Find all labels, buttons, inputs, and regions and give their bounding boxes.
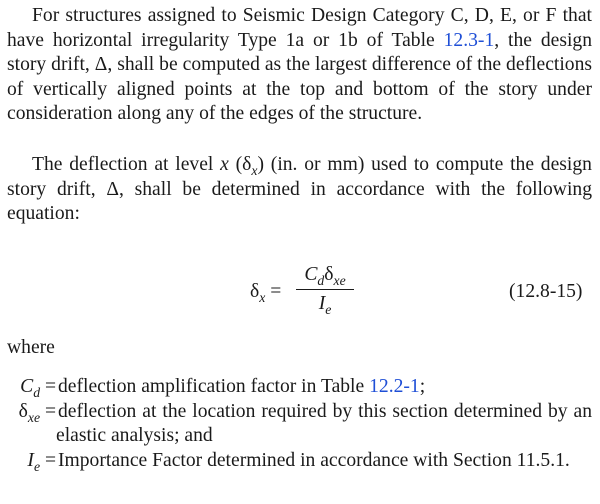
subscript-e: e	[33, 458, 41, 474]
definition-symbol	[0, 449, 56, 474]
definition-punctuation: ;	[419, 376, 426, 397]
subscript-d: d	[317, 272, 325, 288]
definition-description: deflection amplification factor in Table	[58, 376, 370, 397]
subscript-xe: xe	[333, 272, 346, 288]
equals-sign: =	[40, 449, 56, 471]
var-C: C	[20, 376, 34, 397]
fraction-numerator	[296, 262, 354, 288]
definition-symbol	[0, 400, 56, 425]
var-I: I	[27, 449, 34, 471]
equals-sign: =	[40, 376, 56, 397]
subscript-x: x	[259, 289, 266, 305]
paragraph-text: For structures assigned to Seismic Design Category C, D, E, or F that have horizontal irregularity Type 1a or 1b of Table	[7, 5, 592, 51]
definition-text	[56, 449, 592, 474]
equation-lhs	[250, 280, 281, 305]
var-C: C	[304, 264, 318, 285]
equation-fraction	[296, 262, 354, 317]
subscript-xe: xe	[27, 409, 41, 425]
where-label: where	[7, 337, 55, 358]
definition-description: Importance Factor determined in accordance with Section 11.5.1.	[58, 449, 570, 471]
paragraph-text: The deflection at level	[32, 154, 221, 175]
var-I: I	[318, 293, 326, 314]
definition-item-ie	[0, 449, 600, 474]
equals-sign: =	[40, 400, 56, 422]
delta-symbol: δ	[18, 400, 28, 422]
fraction-denominator	[296, 291, 354, 317]
subscript-d: d	[33, 384, 41, 400]
delta-symbol: δ	[324, 264, 334, 285]
definition-text	[56, 400, 592, 449]
variable-x: x	[220, 154, 229, 175]
delta-symbol: δ	[250, 281, 260, 302]
equation-12-8-15	[0, 258, 600, 328]
paragraph-story-drift	[7, 4, 592, 127]
table-12-2-1-link[interactable]: 12.2-1	[369, 376, 420, 397]
subscript-e: e	[325, 301, 332, 317]
paragraph-text: (	[228, 154, 243, 175]
table-12-3-1-link[interactable]: 12.3-1	[443, 29, 495, 51]
delta-symbol: δ	[242, 154, 252, 175]
definitions-list	[0, 375, 600, 473]
paragraph-deflection	[7, 153, 592, 227]
paragraph-text: ) (in. or mm) used to compute the design story drift, Δ, shall be determined in accordance with the following equation:	[7, 154, 592, 225]
fraction-bar	[296, 289, 354, 290]
subscript-x: x	[251, 162, 258, 178]
paragraph-text: , the design story drift, Δ, shall be computed as the largest difference of the deflections of vertically aligned points at the top and bottom of the story under consideration along any of the edges of the structure.	[7, 29, 592, 125]
definition-item-delta-xe	[0, 400, 600, 449]
definition-text	[56, 375, 592, 400]
equals-sign: =	[265, 281, 282, 302]
definition-symbol	[0, 375, 56, 400]
equation-number: (12.8-15)	[509, 281, 583, 302]
definition-description: deflection at the location required by this section determined by an elastic analysis; and	[56, 400, 592, 447]
definition-item-cd	[0, 375, 600, 400]
